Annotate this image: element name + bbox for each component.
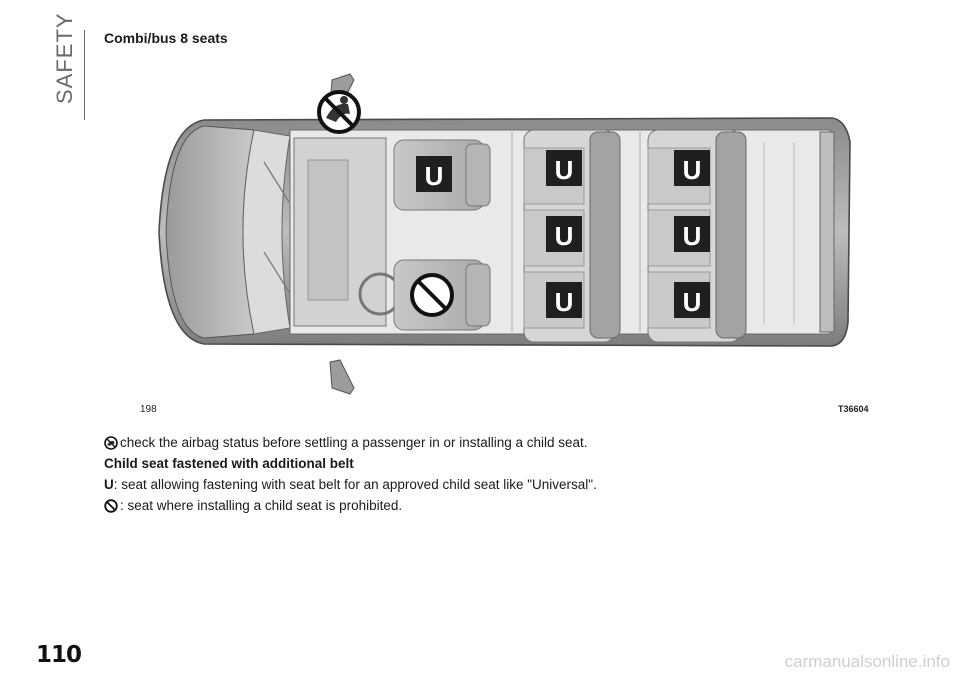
side-tab-label: SAFETY (52, 12, 77, 104)
seat-marker-row3-bottom (674, 282, 710, 318)
figure-title: Combi/bus 8 seats (104, 30, 228, 46)
svg-text:U: U (554, 155, 574, 185)
u-description: : seat allowing fastening with seat belt for an approved child seat like "Universal". (113, 477, 597, 492)
u-label: U (104, 477, 114, 492)
figure-code: T36604 (838, 404, 869, 414)
seat-marker-row3-top (674, 150, 710, 186)
van-hood (166, 126, 254, 338)
svg-text:U: U (682, 287, 702, 317)
figure-number: 198 (140, 404, 157, 415)
seat-marker-row3-middle (674, 216, 710, 252)
mirror-bottom (330, 360, 354, 394)
svg-text:U: U (424, 161, 444, 191)
seat-marker-row2-top (546, 150, 582, 186)
u-definition-line (104, 474, 864, 495)
airbag-warning-icon (104, 436, 118, 450)
prohibited-definition-line (104, 495, 864, 516)
svg-text:U: U (554, 287, 574, 317)
svg-text:U: U (554, 221, 574, 251)
section-heading: Child seat fastened with additional belt (104, 456, 354, 471)
seat-marker-row2-bottom (546, 282, 582, 318)
prohibited-icon (412, 275, 452, 315)
watermark: carmanualsonline.info (784, 652, 950, 671)
airbag-note-line (104, 432, 864, 453)
seat-marker-row2-middle (546, 216, 582, 252)
seat-marker-front-passenger (416, 156, 452, 192)
text-block (104, 432, 864, 516)
airbag-warning-icon (319, 92, 359, 132)
svg-text:U: U (682, 155, 702, 185)
svg-text:U: U (682, 221, 702, 251)
airbag-note-text: check the airbag status before settling a passenger in or installing a child seat. (120, 435, 588, 450)
side-tab (52, 12, 85, 120)
prohibited-description: : seat where installing a child seat is prohibited. (120, 498, 403, 513)
rear-doors (820, 132, 834, 332)
prohibited-icon (104, 499, 118, 513)
van-top-view-figure (104, 52, 874, 412)
page-number: 110 (36, 642, 82, 668)
